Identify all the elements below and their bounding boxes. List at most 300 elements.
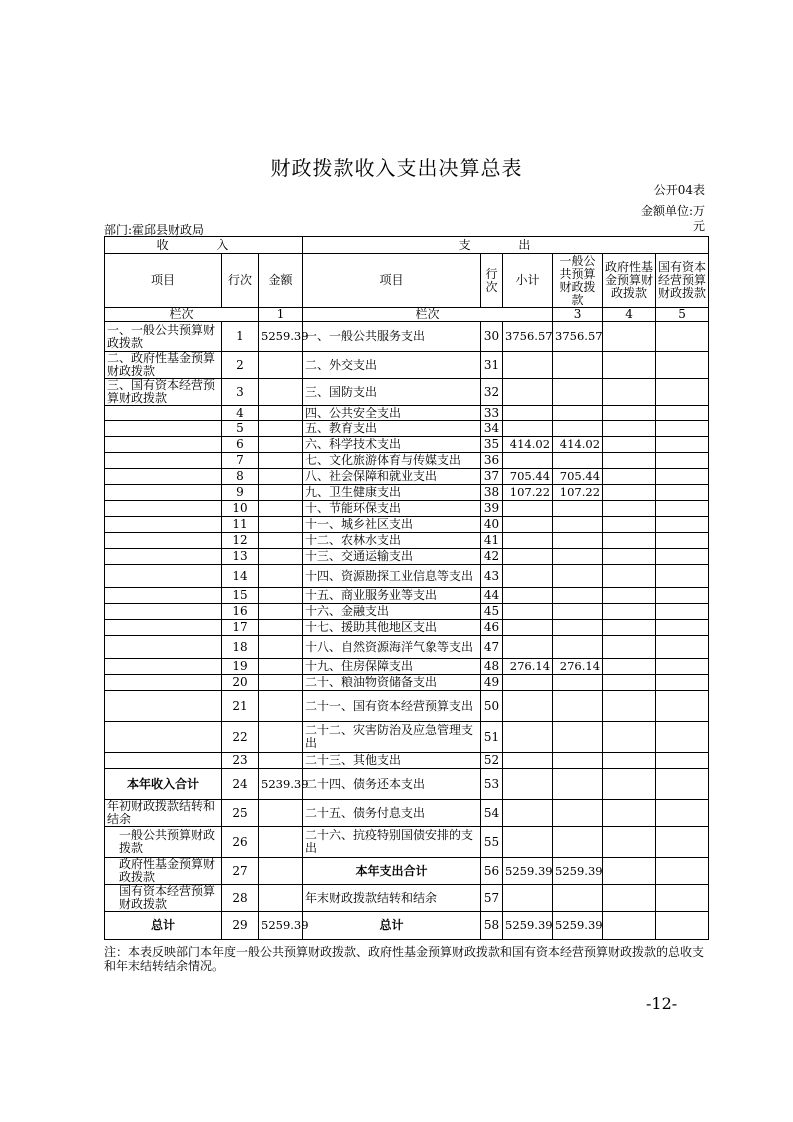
income-item [105, 620, 222, 636]
subtotal-value: 414.02 [503, 437, 553, 453]
budget-table [104, 236, 709, 940]
gov-fund-value [603, 453, 656, 469]
income-item: 年初财政拨款结转和结余 [105, 800, 222, 827]
expense-line: 57 [481, 885, 503, 912]
col-number-5: 5 [656, 308, 709, 322]
table-row [105, 533, 709, 549]
general-budget-value: 414.02 [553, 437, 603, 453]
general-budget-value [553, 691, 603, 722]
subtotal-value: 107.22 [503, 485, 553, 501]
expense-line: 31 [481, 352, 503, 379]
gov-fund-value [603, 885, 656, 912]
income-amount [259, 753, 303, 769]
state-capital-value [656, 912, 709, 940]
table-row [105, 858, 709, 885]
gov-fund-value [603, 722, 656, 753]
table-row [105, 912, 709, 940]
state-capital-value [656, 604, 709, 620]
income-item [105, 753, 222, 769]
gov-fund-value [603, 753, 656, 769]
income-item [105, 659, 222, 675]
income-amount [259, 722, 303, 753]
col-number-1: 1 [259, 308, 303, 322]
general-budget-value [553, 352, 603, 379]
gov-fund-value [603, 636, 656, 659]
state-capital-value [656, 769, 709, 800]
state-capital-value [656, 636, 709, 659]
table-row [105, 588, 709, 604]
gov-fund-value [603, 501, 656, 517]
income-amount [259, 421, 303, 437]
expense-line: 47 [481, 636, 503, 659]
state-capital-value [656, 549, 709, 565]
income-item: 一般公共预算财政拨款 [105, 827, 222, 858]
expense-item: 十六、金融支出 [303, 604, 481, 620]
footnote: 注：本表反映部门本年度一般公共预算财政拨款、政府性基金预算财政拨款和国有资本经营预算财政拨款的总收支和年末结转结余情况。 [104, 945, 705, 973]
table-row [105, 406, 709, 421]
table-row [105, 421, 709, 437]
income-amount [259, 800, 303, 827]
subtotal-value [503, 501, 553, 517]
general-budget-value [553, 769, 603, 800]
expense-item: 十五、商业服务业等支出 [303, 588, 481, 604]
general-budget-value [553, 453, 603, 469]
expense-line: 46 [481, 620, 503, 636]
gov-fund-value [603, 437, 656, 453]
expense-item: 总计 [303, 912, 481, 940]
expense-line: 38 [481, 485, 503, 501]
income-item [105, 549, 222, 565]
col-label-right: 栏次 [303, 308, 553, 322]
gov-fund-value [603, 858, 656, 885]
col-item: 项目 [105, 254, 222, 308]
expense-item: 二十六、抗疫特别国债安排的支出 [303, 827, 481, 858]
general-budget-value: 705.44 [553, 469, 603, 485]
expense-line: 55 [481, 827, 503, 858]
gov-fund-value [603, 620, 656, 636]
expense-line: 45 [481, 604, 503, 620]
expense-item: 四、公共安全支出 [303, 406, 481, 421]
expense-line: 58 [481, 912, 503, 940]
income-line: 23 [222, 753, 259, 769]
table-row [105, 501, 709, 517]
income-line: 14 [222, 565, 259, 588]
subtotal-value [503, 517, 553, 533]
form-code: 公开04表 [653, 183, 705, 197]
state-capital-value [656, 379, 709, 406]
gov-fund-value [603, 659, 656, 675]
table-row [105, 379, 709, 406]
expense-item: 二十一、国有资本经营预算支出 [303, 691, 481, 722]
general-budget-value [553, 421, 603, 437]
expense-line: 33 [481, 406, 503, 421]
table-row [105, 722, 709, 753]
state-capital-value [656, 800, 709, 827]
expense-item: 十三、交通运输支出 [303, 549, 481, 565]
income-item: 二、政府性基金预算财政拨款 [105, 352, 222, 379]
state-capital-value [656, 565, 709, 588]
income-item: 总计 [105, 912, 222, 940]
expense-item: 二十二、灾害防治及应急管理支出 [303, 722, 481, 753]
gov-fund-value [603, 517, 656, 533]
expense-item: 本年支出合计 [303, 858, 481, 885]
general-budget-value [553, 604, 603, 620]
income-item [105, 565, 222, 588]
table-row [105, 827, 709, 858]
expense-item: 一、一般公共服务支出 [303, 322, 481, 352]
income-item [105, 691, 222, 722]
income-line: 4 [222, 406, 259, 421]
income-item [105, 675, 222, 691]
income-item [105, 501, 222, 517]
table-row [105, 636, 709, 659]
income-line: 27 [222, 858, 259, 885]
income-line: 13 [222, 549, 259, 565]
income-amount [259, 469, 303, 485]
income-amount: 5259.39 [259, 912, 303, 940]
gov-fund-value [603, 533, 656, 549]
state-capital-value [656, 659, 709, 675]
income-item [105, 406, 222, 421]
state-capital-value [656, 352, 709, 379]
income-line: 22 [222, 722, 259, 753]
state-capital-value [656, 421, 709, 437]
gov-fund-value [603, 769, 656, 800]
subtotal-value [503, 636, 553, 659]
state-capital-value [656, 453, 709, 469]
state-capital-value [656, 485, 709, 501]
income-amount [259, 858, 303, 885]
income-amount [259, 379, 303, 406]
general-budget-value [553, 753, 603, 769]
income-line: 20 [222, 675, 259, 691]
gov-fund-value [603, 406, 656, 421]
general-budget-value [553, 885, 603, 912]
page-number: -12- [646, 994, 678, 1013]
expense-header: 支 出 [303, 237, 709, 254]
expense-item: 十九、住房保障支出 [303, 659, 481, 675]
table-row [105, 753, 709, 769]
gov-fund-value [603, 588, 656, 604]
general-budget-value: 107.22 [553, 485, 603, 501]
subtotal-value: 5259.39 [503, 858, 553, 885]
table-row [105, 885, 709, 912]
expense-line: 36 [481, 453, 503, 469]
expense-line: 35 [481, 437, 503, 453]
gov-fund-value [603, 322, 656, 352]
income-line: 26 [222, 827, 259, 858]
income-amount [259, 533, 303, 549]
subtotal-value [503, 691, 553, 722]
state-capital-value [656, 588, 709, 604]
income-item: 本年收入合计 [105, 769, 222, 800]
income-line: 2 [222, 352, 259, 379]
table-row [105, 549, 709, 565]
expense-line: 50 [481, 691, 503, 722]
subtotal-value: 3756.57 [503, 322, 553, 352]
gov-fund-value [603, 469, 656, 485]
income-amount [259, 517, 303, 533]
col-line: 行次 [222, 254, 259, 308]
subtotal-value [503, 769, 553, 800]
expense-line: 44 [481, 588, 503, 604]
subtotal-value [503, 549, 553, 565]
income-amount [259, 437, 303, 453]
income-item [105, 421, 222, 437]
unit-label-line1: 金额单位:万 [640, 204, 705, 218]
income-line: 21 [222, 691, 259, 722]
general-budget-value: 5259.39 [553, 858, 603, 885]
income-line: 6 [222, 437, 259, 453]
gov-fund-value [603, 827, 656, 858]
income-amount: 5239.39 [259, 769, 303, 800]
income-amount [259, 659, 303, 675]
income-line: 1 [222, 322, 259, 352]
income-amount [259, 827, 303, 858]
col-number-3: 3 [553, 308, 603, 322]
table-row [105, 675, 709, 691]
col-subtotal: 小计 [503, 254, 553, 308]
col-general: 一般公共预算财政拨款 [553, 254, 603, 308]
table-row [105, 352, 709, 379]
col-gov-fund: 政府性基金预算财政拨款 [603, 254, 656, 308]
subtotal-value: 705.44 [503, 469, 553, 485]
general-budget-value [553, 800, 603, 827]
table-row [105, 565, 709, 588]
subtotal-value: 5259.39 [503, 912, 553, 940]
gov-fund-value [603, 691, 656, 722]
income-item: 一、一般公共预算财政拨款 [105, 322, 222, 352]
subtotal-value [503, 885, 553, 912]
income-amount [259, 588, 303, 604]
table-row [105, 800, 709, 827]
income-amount [259, 453, 303, 469]
income-line: 11 [222, 517, 259, 533]
state-capital-value [656, 406, 709, 421]
income-item [105, 533, 222, 549]
general-budget-value [553, 565, 603, 588]
expense-line: 52 [481, 753, 503, 769]
expense-item: 十、节能环保支出 [303, 501, 481, 517]
table-row [105, 769, 709, 800]
expense-item: 十四、资源勘探工业信息等支出 [303, 565, 481, 588]
subtotal-value [503, 565, 553, 588]
gov-fund-value [603, 912, 656, 940]
expense-item: 十八、自然资源海洋气象等支出 [303, 636, 481, 659]
income-item: 三、国有资本经营预算财政拨款 [105, 379, 222, 406]
subtotal-value [503, 604, 553, 620]
col-state-capital: 国有资本经营预算财政拨款 [656, 254, 709, 308]
income-amount [259, 620, 303, 636]
expense-line: 30 [481, 322, 503, 352]
expense-item: 六、科学技术支出 [303, 437, 481, 453]
state-capital-value [656, 533, 709, 549]
expense-line: 56 [481, 858, 503, 885]
income-item [105, 437, 222, 453]
income-amount [259, 352, 303, 379]
income-item [105, 636, 222, 659]
income-amount [259, 675, 303, 691]
income-amount [259, 691, 303, 722]
income-line: 18 [222, 636, 259, 659]
col-label-left: 栏次 [105, 308, 259, 322]
state-capital-value [656, 437, 709, 453]
income-line: 25 [222, 800, 259, 827]
gov-fund-value [603, 549, 656, 565]
income-line: 15 [222, 588, 259, 604]
income-amount [259, 501, 303, 517]
expense-line: 42 [481, 549, 503, 565]
expense-item: 年末财政拨款结转和结余 [303, 885, 481, 912]
table-row [105, 485, 709, 501]
income-line: 24 [222, 769, 259, 800]
expense-line: 54 [481, 800, 503, 827]
expense-line: 34 [481, 421, 503, 437]
state-capital-value [656, 827, 709, 858]
expense-item: 二十五、债务付息支出 [303, 800, 481, 827]
expense-item: 二十、粮油物资储备支出 [303, 675, 481, 691]
subtotal-value [503, 800, 553, 827]
income-item [105, 485, 222, 501]
income-line: 7 [222, 453, 259, 469]
expense-item: 五、教育支出 [303, 421, 481, 437]
income-line: 19 [222, 659, 259, 675]
table-row [105, 322, 709, 352]
income-line: 16 [222, 604, 259, 620]
general-budget-value [553, 517, 603, 533]
income-amount: 5259.39 [259, 322, 303, 352]
general-budget-value [553, 501, 603, 517]
expense-line: 53 [481, 769, 503, 800]
state-capital-value [656, 469, 709, 485]
expense-item: 二十三、其他支出 [303, 753, 481, 769]
general-budget-value [553, 406, 603, 421]
gov-fund-value [603, 485, 656, 501]
table-row [105, 659, 709, 675]
income-amount [259, 406, 303, 421]
expense-line: 32 [481, 379, 503, 406]
gov-fund-value [603, 565, 656, 588]
col-exp-item: 项目 [303, 254, 481, 308]
state-capital-value [656, 691, 709, 722]
unit-label [641, 204, 705, 234]
expense-item: 二、外交支出 [303, 352, 481, 379]
general-budget-value [553, 620, 603, 636]
col-amount: 金额 [259, 254, 303, 308]
state-capital-value [656, 858, 709, 885]
expense-line: 43 [481, 565, 503, 588]
general-budget-value: 3756.57 [553, 322, 603, 352]
expense-item: 十二、农林水支出 [303, 533, 481, 549]
general-budget-value [553, 379, 603, 406]
subtotal-value [503, 620, 553, 636]
expense-line: 40 [481, 517, 503, 533]
income-amount [259, 565, 303, 588]
income-line: 29 [222, 912, 259, 940]
general-budget-value: 276.14 [553, 659, 603, 675]
gov-fund-value [603, 352, 656, 379]
income-item [105, 722, 222, 753]
expense-line: 37 [481, 469, 503, 485]
income-amount [259, 549, 303, 565]
state-capital-value [656, 885, 709, 912]
general-budget-value [553, 636, 603, 659]
table-row [105, 691, 709, 722]
table-row [105, 453, 709, 469]
expense-line: 51 [481, 722, 503, 753]
subtotal-value [503, 675, 553, 691]
expense-line: 49 [481, 675, 503, 691]
income-header: 收 入 [105, 237, 303, 254]
income-line: 9 [222, 485, 259, 501]
expense-line: 41 [481, 533, 503, 549]
col-number-4: 4 [603, 308, 656, 322]
income-line: 10 [222, 501, 259, 517]
expense-item: 七、文化旅游体育与传媒支出 [303, 453, 481, 469]
state-capital-value [656, 753, 709, 769]
state-capital-value [656, 517, 709, 533]
general-budget-value: 5259.39 [553, 912, 603, 940]
unit-label-line2: 元 [692, 219, 705, 233]
subtotal-value [503, 406, 553, 421]
subtotal-value [503, 453, 553, 469]
expense-item: 九、卫生健康支出 [303, 485, 481, 501]
state-capital-value [656, 322, 709, 352]
subtotal-value [503, 722, 553, 753]
income-line: 12 [222, 533, 259, 549]
department-label: 部门:霍邱县财政局 [104, 223, 205, 237]
gov-fund-value [603, 604, 656, 620]
expense-item: 二十四、债务还本支出 [303, 769, 481, 800]
state-capital-value [656, 620, 709, 636]
gov-fund-value [603, 675, 656, 691]
subtotal-value: 276.14 [503, 659, 553, 675]
table-row [105, 517, 709, 533]
table-row [105, 620, 709, 636]
gov-fund-value [603, 379, 656, 406]
income-line: 28 [222, 885, 259, 912]
income-line: 17 [222, 620, 259, 636]
income-amount [259, 885, 303, 912]
income-item [105, 469, 222, 485]
state-capital-value [656, 675, 709, 691]
subtotal-value [503, 379, 553, 406]
gov-fund-value [603, 800, 656, 827]
expense-item: 十一、城乡社区支出 [303, 517, 481, 533]
general-budget-value [553, 588, 603, 604]
subtotal-value [503, 827, 553, 858]
general-budget-value [553, 549, 603, 565]
income-item [105, 604, 222, 620]
expense-item: 十七、援助其他地区支出 [303, 620, 481, 636]
general-budget-value [553, 827, 603, 858]
general-budget-value [553, 675, 603, 691]
income-item [105, 517, 222, 533]
income-item: 国有资本经营预算财政拨款 [105, 885, 222, 912]
general-budget-value [553, 533, 603, 549]
table-row [105, 604, 709, 620]
income-amount [259, 604, 303, 620]
income-item [105, 588, 222, 604]
expense-line: 48 [481, 659, 503, 675]
subtotal-value [503, 533, 553, 549]
gov-fund-value [603, 421, 656, 437]
state-capital-value [656, 722, 709, 753]
col-exp-line: 行次 [481, 254, 503, 308]
general-budget-value [553, 722, 603, 753]
income-line: 5 [222, 421, 259, 437]
expense-item: 三、国防支出 [303, 379, 481, 406]
